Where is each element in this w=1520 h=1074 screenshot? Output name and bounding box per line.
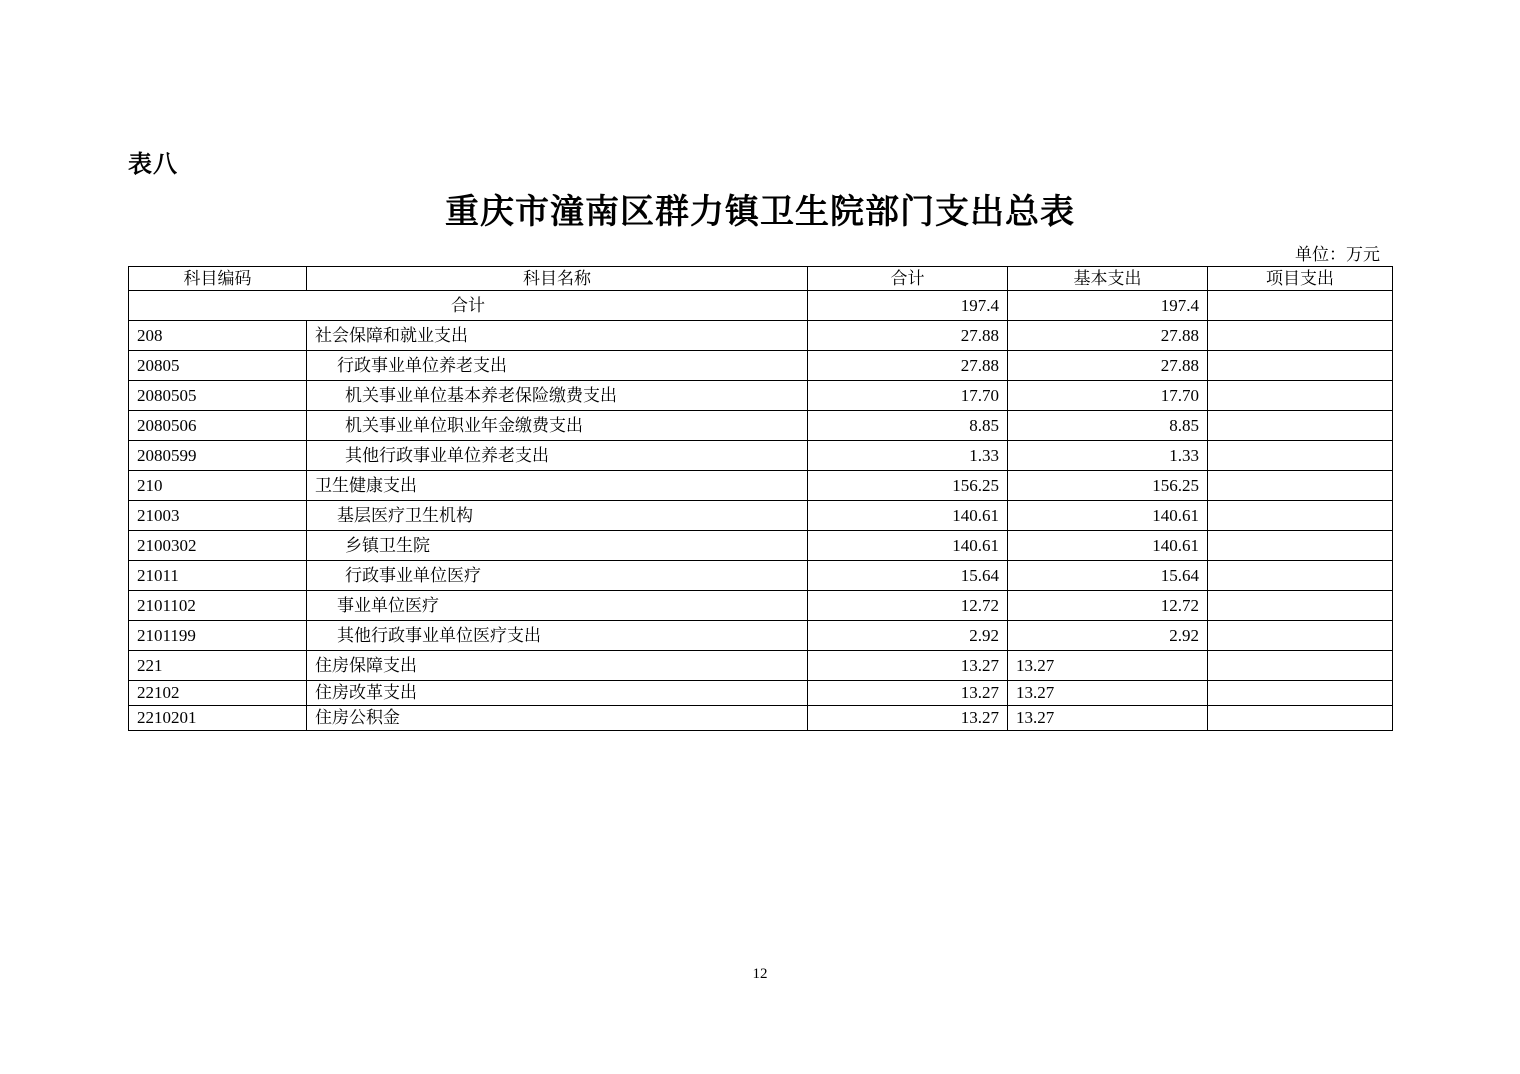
row-total: 13.27 — [808, 706, 1008, 731]
row-total: 8.85 — [808, 411, 1008, 441]
table-label: 表八 — [128, 150, 178, 178]
table-row — [129, 651, 1393, 681]
header-total: 合计 — [808, 267, 1008, 291]
row-project — [1208, 591, 1393, 621]
table-header-row — [129, 267, 1393, 291]
row-basic: 140.61 — [1008, 501, 1208, 531]
row-name: 住房改革支出 — [307, 681, 808, 706]
row-basic: 17.70 — [1008, 381, 1208, 411]
table-row — [129, 501, 1393, 531]
row-total: 156.25 — [808, 471, 1008, 501]
row-total: 140.61 — [808, 501, 1008, 531]
row-project — [1208, 681, 1393, 706]
total-row-total: 197.4 — [808, 291, 1008, 321]
document-title: 重庆市潼南区群力镇卫生院部门支出总表 — [445, 192, 1075, 232]
row-total: 27.88 — [808, 321, 1008, 351]
row-project — [1208, 381, 1393, 411]
row-code: 21011 — [129, 561, 307, 591]
row-project — [1208, 621, 1393, 651]
total-row — [129, 291, 1393, 321]
row-code: 210 — [129, 471, 307, 501]
row-code: 22102 — [129, 681, 307, 706]
row-code: 2080599 — [129, 441, 307, 471]
table-row — [129, 321, 1393, 351]
row-project — [1208, 531, 1393, 561]
row-code: 21003 — [129, 501, 307, 531]
row-basic: 27.88 — [1008, 351, 1208, 381]
row-name: 卫生健康支出 — [307, 471, 808, 501]
row-project — [1208, 351, 1393, 381]
row-name: 乡镇卫生院 — [307, 531, 808, 561]
row-basic: 140.61 — [1008, 531, 1208, 561]
table-row — [129, 591, 1393, 621]
table-row — [129, 681, 1393, 706]
row-name: 其他行政事业单位医疗支出 — [307, 621, 808, 651]
row-total: 15.64 — [808, 561, 1008, 591]
header-project: 项目支出 — [1208, 267, 1393, 291]
row-total: 140.61 — [808, 531, 1008, 561]
row-basic: 156.25 — [1008, 471, 1208, 501]
row-basic: 15.64 — [1008, 561, 1208, 591]
header-code: 科目编码 — [129, 267, 307, 291]
row-total: 12.72 — [808, 591, 1008, 621]
header-name: 科目名称 — [307, 267, 808, 291]
row-code: 208 — [129, 321, 307, 351]
row-name: 机关事业单位基本养老保险缴费支出 — [307, 381, 808, 411]
row-total: 1.33 — [808, 441, 1008, 471]
row-name: 住房公积金 — [307, 706, 808, 731]
row-code: 2100302 — [129, 531, 307, 561]
row-basic: 12.72 — [1008, 591, 1208, 621]
row-basic: 8.85 — [1008, 411, 1208, 441]
table-row — [129, 706, 1393, 731]
row-name: 机关事业单位职业年金缴费支出 — [307, 411, 808, 441]
row-basic: 27.88 — [1008, 321, 1208, 351]
page-number: 12 — [752, 966, 768, 982]
row-project — [1208, 561, 1393, 591]
row-code: 2080505 — [129, 381, 307, 411]
row-name: 行政事业单位医疗 — [307, 561, 808, 591]
table-row — [129, 561, 1393, 591]
row-total: 13.27 — [808, 651, 1008, 681]
row-total: 27.88 — [808, 351, 1008, 381]
table-row — [129, 621, 1393, 651]
row-project — [1208, 651, 1393, 681]
table-row — [129, 381, 1393, 411]
header-basic: 基本支出 — [1008, 267, 1208, 291]
table-row — [129, 351, 1393, 381]
row-basic: 1.33 — [1008, 441, 1208, 471]
row-project — [1208, 321, 1393, 351]
expenditure-table — [128, 266, 1393, 731]
table-row — [129, 471, 1393, 501]
row-code: 2101199 — [129, 621, 307, 651]
row-project — [1208, 471, 1393, 501]
row-name: 行政事业单位养老支出 — [307, 351, 808, 381]
row-name: 社会保障和就业支出 — [307, 321, 808, 351]
row-code: 20805 — [129, 351, 307, 381]
table-row — [129, 531, 1393, 561]
row-basic: 13.27 — [1008, 706, 1208, 731]
row-total: 13.27 — [808, 681, 1008, 706]
row-code: 2210201 — [129, 706, 307, 731]
total-row-label: 合计 — [129, 291, 808, 321]
total-row-basic: 197.4 — [1008, 291, 1208, 321]
row-basic: 13.27 — [1008, 651, 1208, 681]
row-project — [1208, 706, 1393, 731]
row-code: 2080506 — [129, 411, 307, 441]
row-total: 2.92 — [808, 621, 1008, 651]
row-code: 221 — [129, 651, 307, 681]
row-project — [1208, 501, 1393, 531]
row-name: 基层医疗卫生机构 — [307, 501, 808, 531]
table-row — [129, 411, 1393, 441]
row-code: 2101102 — [129, 591, 307, 621]
total-row-project — [1208, 291, 1393, 321]
table-row — [129, 441, 1393, 471]
row-name: 其他行政事业单位养老支出 — [307, 441, 808, 471]
unit-note: 单位：万元 — [1295, 245, 1380, 264]
row-basic: 2.92 — [1008, 621, 1208, 651]
row-basic: 13.27 — [1008, 681, 1208, 706]
row-name: 住房保障支出 — [307, 651, 808, 681]
row-project — [1208, 411, 1393, 441]
row-total: 17.70 — [808, 381, 1008, 411]
row-name: 事业单位医疗 — [307, 591, 808, 621]
row-project — [1208, 441, 1393, 471]
